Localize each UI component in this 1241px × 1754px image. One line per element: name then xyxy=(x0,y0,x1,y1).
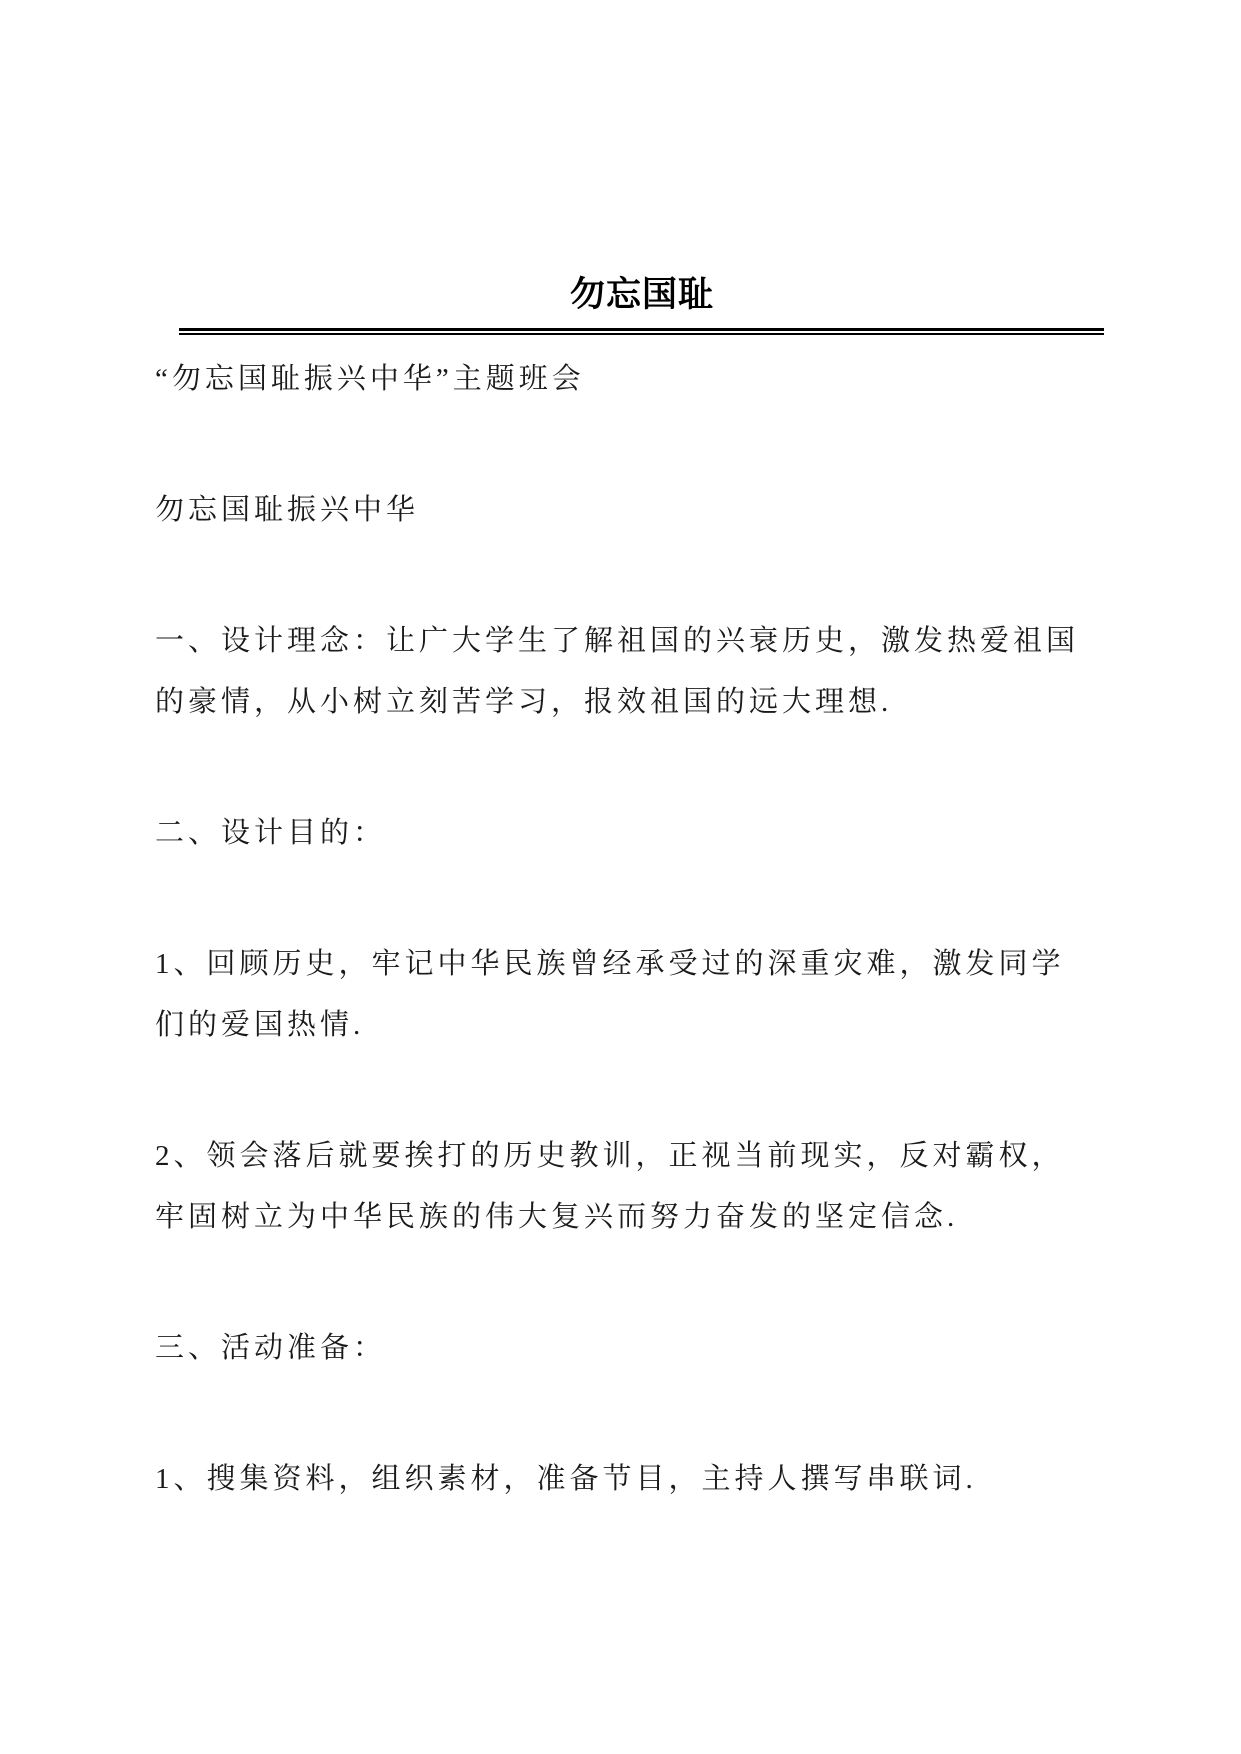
paragraph xyxy=(155,1318,1090,1379)
document-body xyxy=(155,349,1090,1580)
paragraph xyxy=(155,803,1090,864)
text-line: 的豪情，从小树立刻苦学习，报效祖国的远大理想. xyxy=(155,686,893,718)
paragraph xyxy=(155,1126,1090,1248)
paragraph xyxy=(155,349,1090,410)
text-line: 1、回顾历史，牢记中华民族曾经承受过的深重灾难，激发同学 xyxy=(155,948,1065,980)
text-line: 牢固树立为中华民族的伟大复兴而努力奋发的坚定信念. xyxy=(155,1201,959,1233)
text-line: 1、搜集资料，组织素材，准备节目，主持人撰写串联词. xyxy=(155,1463,977,1495)
text-line: “勿忘国耻振兴中华”主题班会 xyxy=(155,363,585,395)
document-title: 勿忘国耻 xyxy=(569,275,714,315)
paragraph xyxy=(155,934,1090,1056)
paragraph xyxy=(155,611,1090,733)
paragraph xyxy=(155,1449,1090,1510)
text-line: 一、设计理念：让广大学生了解祖国的兴衰历史，激发热爱祖国 xyxy=(155,625,1080,657)
text-line: 们的爱国热情. xyxy=(155,1009,365,1041)
title-divider-rule xyxy=(179,328,1104,335)
text-line: 2、领会落后就要挨打的历史教训，正视当前现实，反对霸权， xyxy=(155,1140,1065,1172)
paragraph xyxy=(155,480,1090,541)
text-line: 勿忘国耻振兴中华 xyxy=(155,494,420,526)
text-line: 二、设计目的： xyxy=(155,817,387,849)
text-line: 三、活动准备： xyxy=(155,1332,387,1364)
